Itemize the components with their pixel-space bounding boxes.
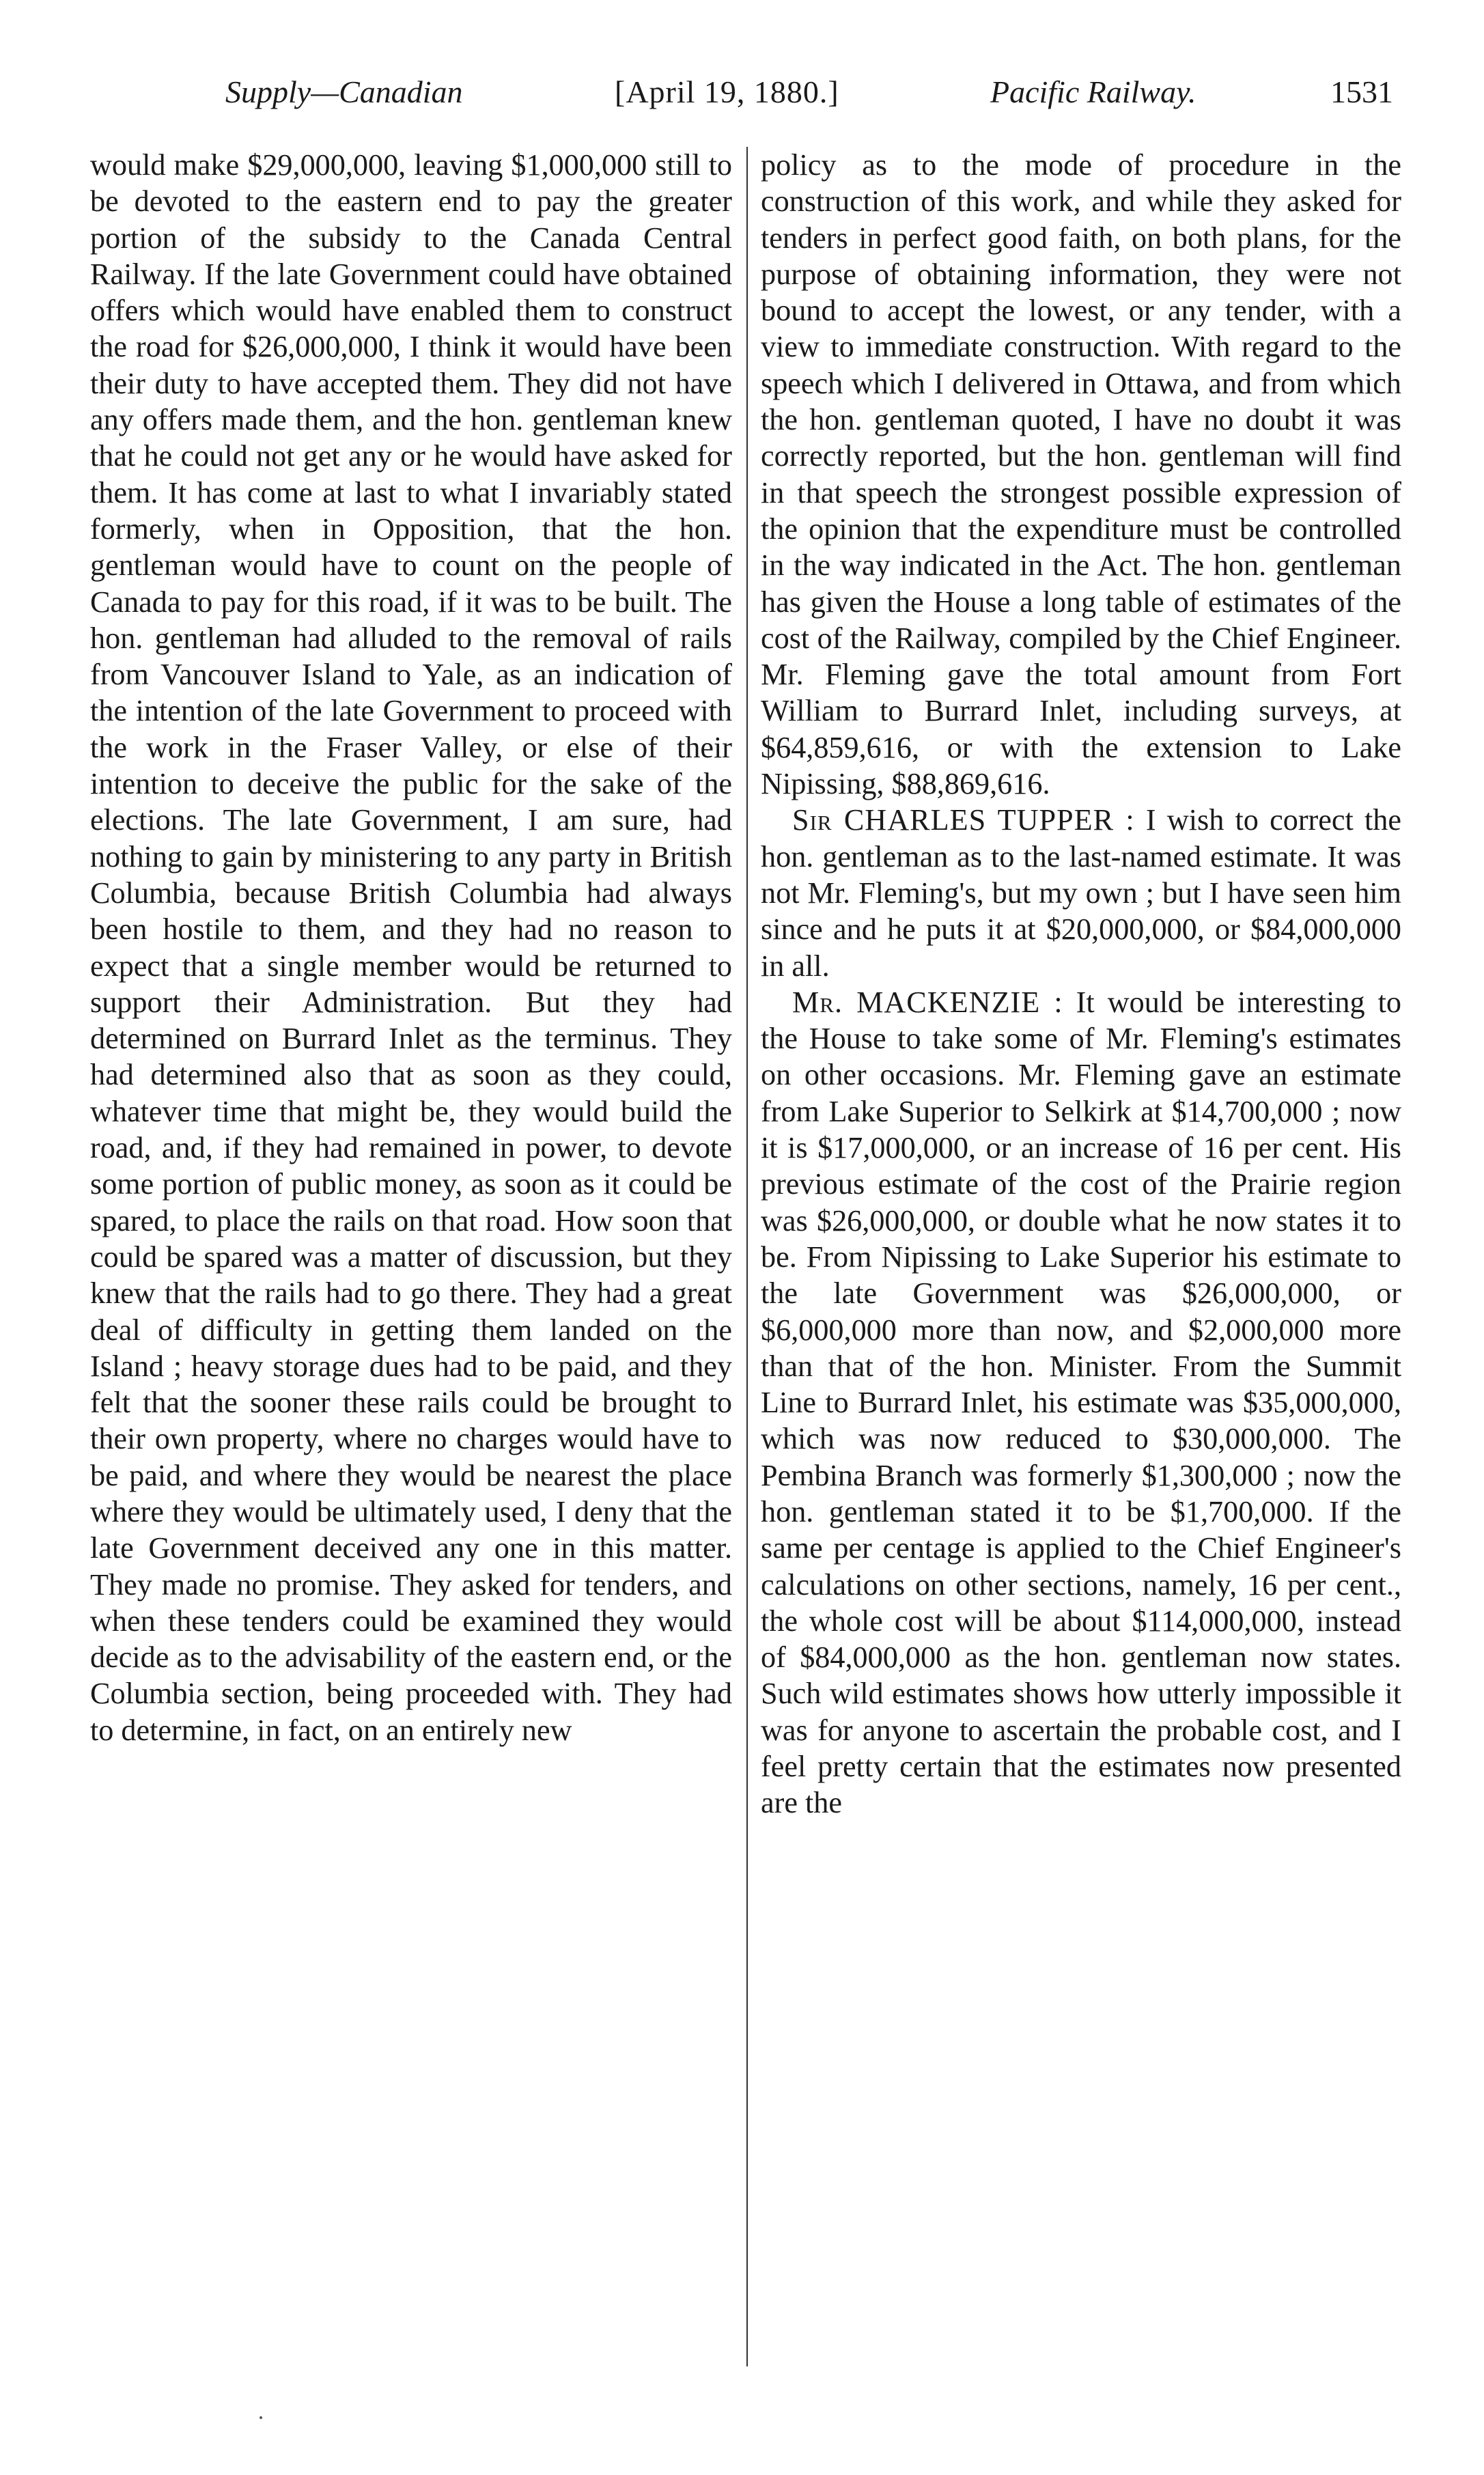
right-paragraph-3 [761, 984, 1401, 1821]
column-divider [746, 147, 748, 2366]
right-paragraph-1: policy as to the mode of procedure in the construction of this work, and while they asked for tenders in perfect good faith, on both plans, for the purpose of obtaining information, they were not bound to accept the lowest, or any tender, with a view to immediate construction. With regard to the speech which I delivered in Ottawa, and from which the hon. gentleman quoted, I have no doubt it was correctly reported, but the hon. gentleman will find in that speech the strongest possible expression of the opinion that the expenditure must be controlled in the way indicated in the Act. The hon. gentleman has given the House a long table of estimates of the cost of the Railway, compiled by the Chief Engineer. Mr. Fleming gave the total amount from Fort William to Burrard Inlet, including surveys, at $64,859,616, or with the extension to Lake Nipissing, $88,869,616. [761, 148, 1401, 801]
right-paragraph-2 [761, 802, 1401, 983]
speaker-mackenzie: Mr. MACKENZIE : [792, 985, 1063, 1019]
header-section-title: Supply—Canadian [225, 74, 463, 109]
footer-mark [260, 2416, 262, 2419]
header-topic: Pacific Railway. [990, 74, 1196, 109]
page-header [205, 74, 1393, 115]
header-date: [April 19, 1880.] [615, 74, 839, 109]
speech-tupper: I wish to correct the hon. gentleman as to the last-named estimate. It was not Mr. Fleming's, but my own ; but I have seen him since and he puts it at $20,000,000, or $84,000,000 in all. [761, 803, 1401, 983]
left-paragraph: would make $29,000,000, leaving $1,000,000 still to be devoted to the eastern end to pay the greater portion of the subsidy to the Canada Central Railway. If the late Government could have obtained offers which would have enabled them to construct the road for $26,000,000, I think it would have been their duty to have accepted them. They did not have any offers made them, and the hon. gentleman knew that he could not get any or he would have asked for them. It has come at last to what I invariably stated formerly, when in Opposition, that the hon. gentleman would have to count on the people of Canada to pay for this road, if it was to be built. The hon. gentleman had alluded to the removal of rails from Vancouver Island to Yale, as an indication of the intention of the late Government to proceed with the work in the Fraser Valley, or else of their intention to deceive the public for the sake of the elections. The late Government, I am sure, had nothing to gain by ministering to any party in British Columbia, because British Columbia had always been hostile to them, and they had no reason to expect that a single member would be returned to support their Administration. But they had determined on Burrard Inlet as the terminus. They had determined also that as soon as they could, whatever time that might be, they would build the road, and, if they had remained in power, to devote some portion of public money, as soon as it could be spared, to place the rails on that road. How soon that could be spared was a matter of discussion, but they knew that the rails had to go there. They had a great deal of difficulty in getting them landed on the Island ; heavy storage dues had to be paid, and they felt that the sooner these rails could be brought to their own property, where no charges would have to be paid, and where they would be nearest the place where they would be ultimately used, I deny that the late Government deceived any one in this matter. They made no promise. They asked for tenders, and when these tenders could be examined they would decide as to the advisability of the eastern end, or the Columbia section, being proceeded with. They had to determine, in fact, on an entirely new [90, 148, 732, 1747]
right-column [761, 147, 1401, 1821]
page-number: 1531 [1330, 74, 1393, 109]
left-column [90, 147, 732, 1748]
speaker-tupper: Sir CHARLES TUPPER : [792, 803, 1135, 837]
speech-mackenzie: It would be interesting to the House to take some of Mr. Fleming's estimates on other occasions. Mr. Fleming gave an estimate from Lake Superior to Selkirk at $14,700,000 ; now it is $17,000,000, or an increase of 16 per cent. His previous estimate of the cost of the Prairie region was $26,000,000, or double what he now states it to be. From Nipissing to Lake Superior his estimate to the late Government was $26,000,000, or $6,000,000 more than now, and $2,000,000 more than that of the hon. Minister. From the Summit Line to Burrard Inlet, his estimate was $35,000,000, which was now reduced to $30,000,000. The Pembina Branch was formerly $1,300,000 ; now the hon. gentleman stated it to be $1,700,000. If the same per centage is applied to the Chief Engineer's calculations on other sections, namely, 16 per cent., the whole cost will be about $114,000,000, instead of $84,000,000 as the hon. gentleman now states. Such wild estimates shows how utterly impossible it was for anyone to ascertain the probable cost, and I feel pretty certain that the estimates now presented are the [761, 985, 1401, 1820]
